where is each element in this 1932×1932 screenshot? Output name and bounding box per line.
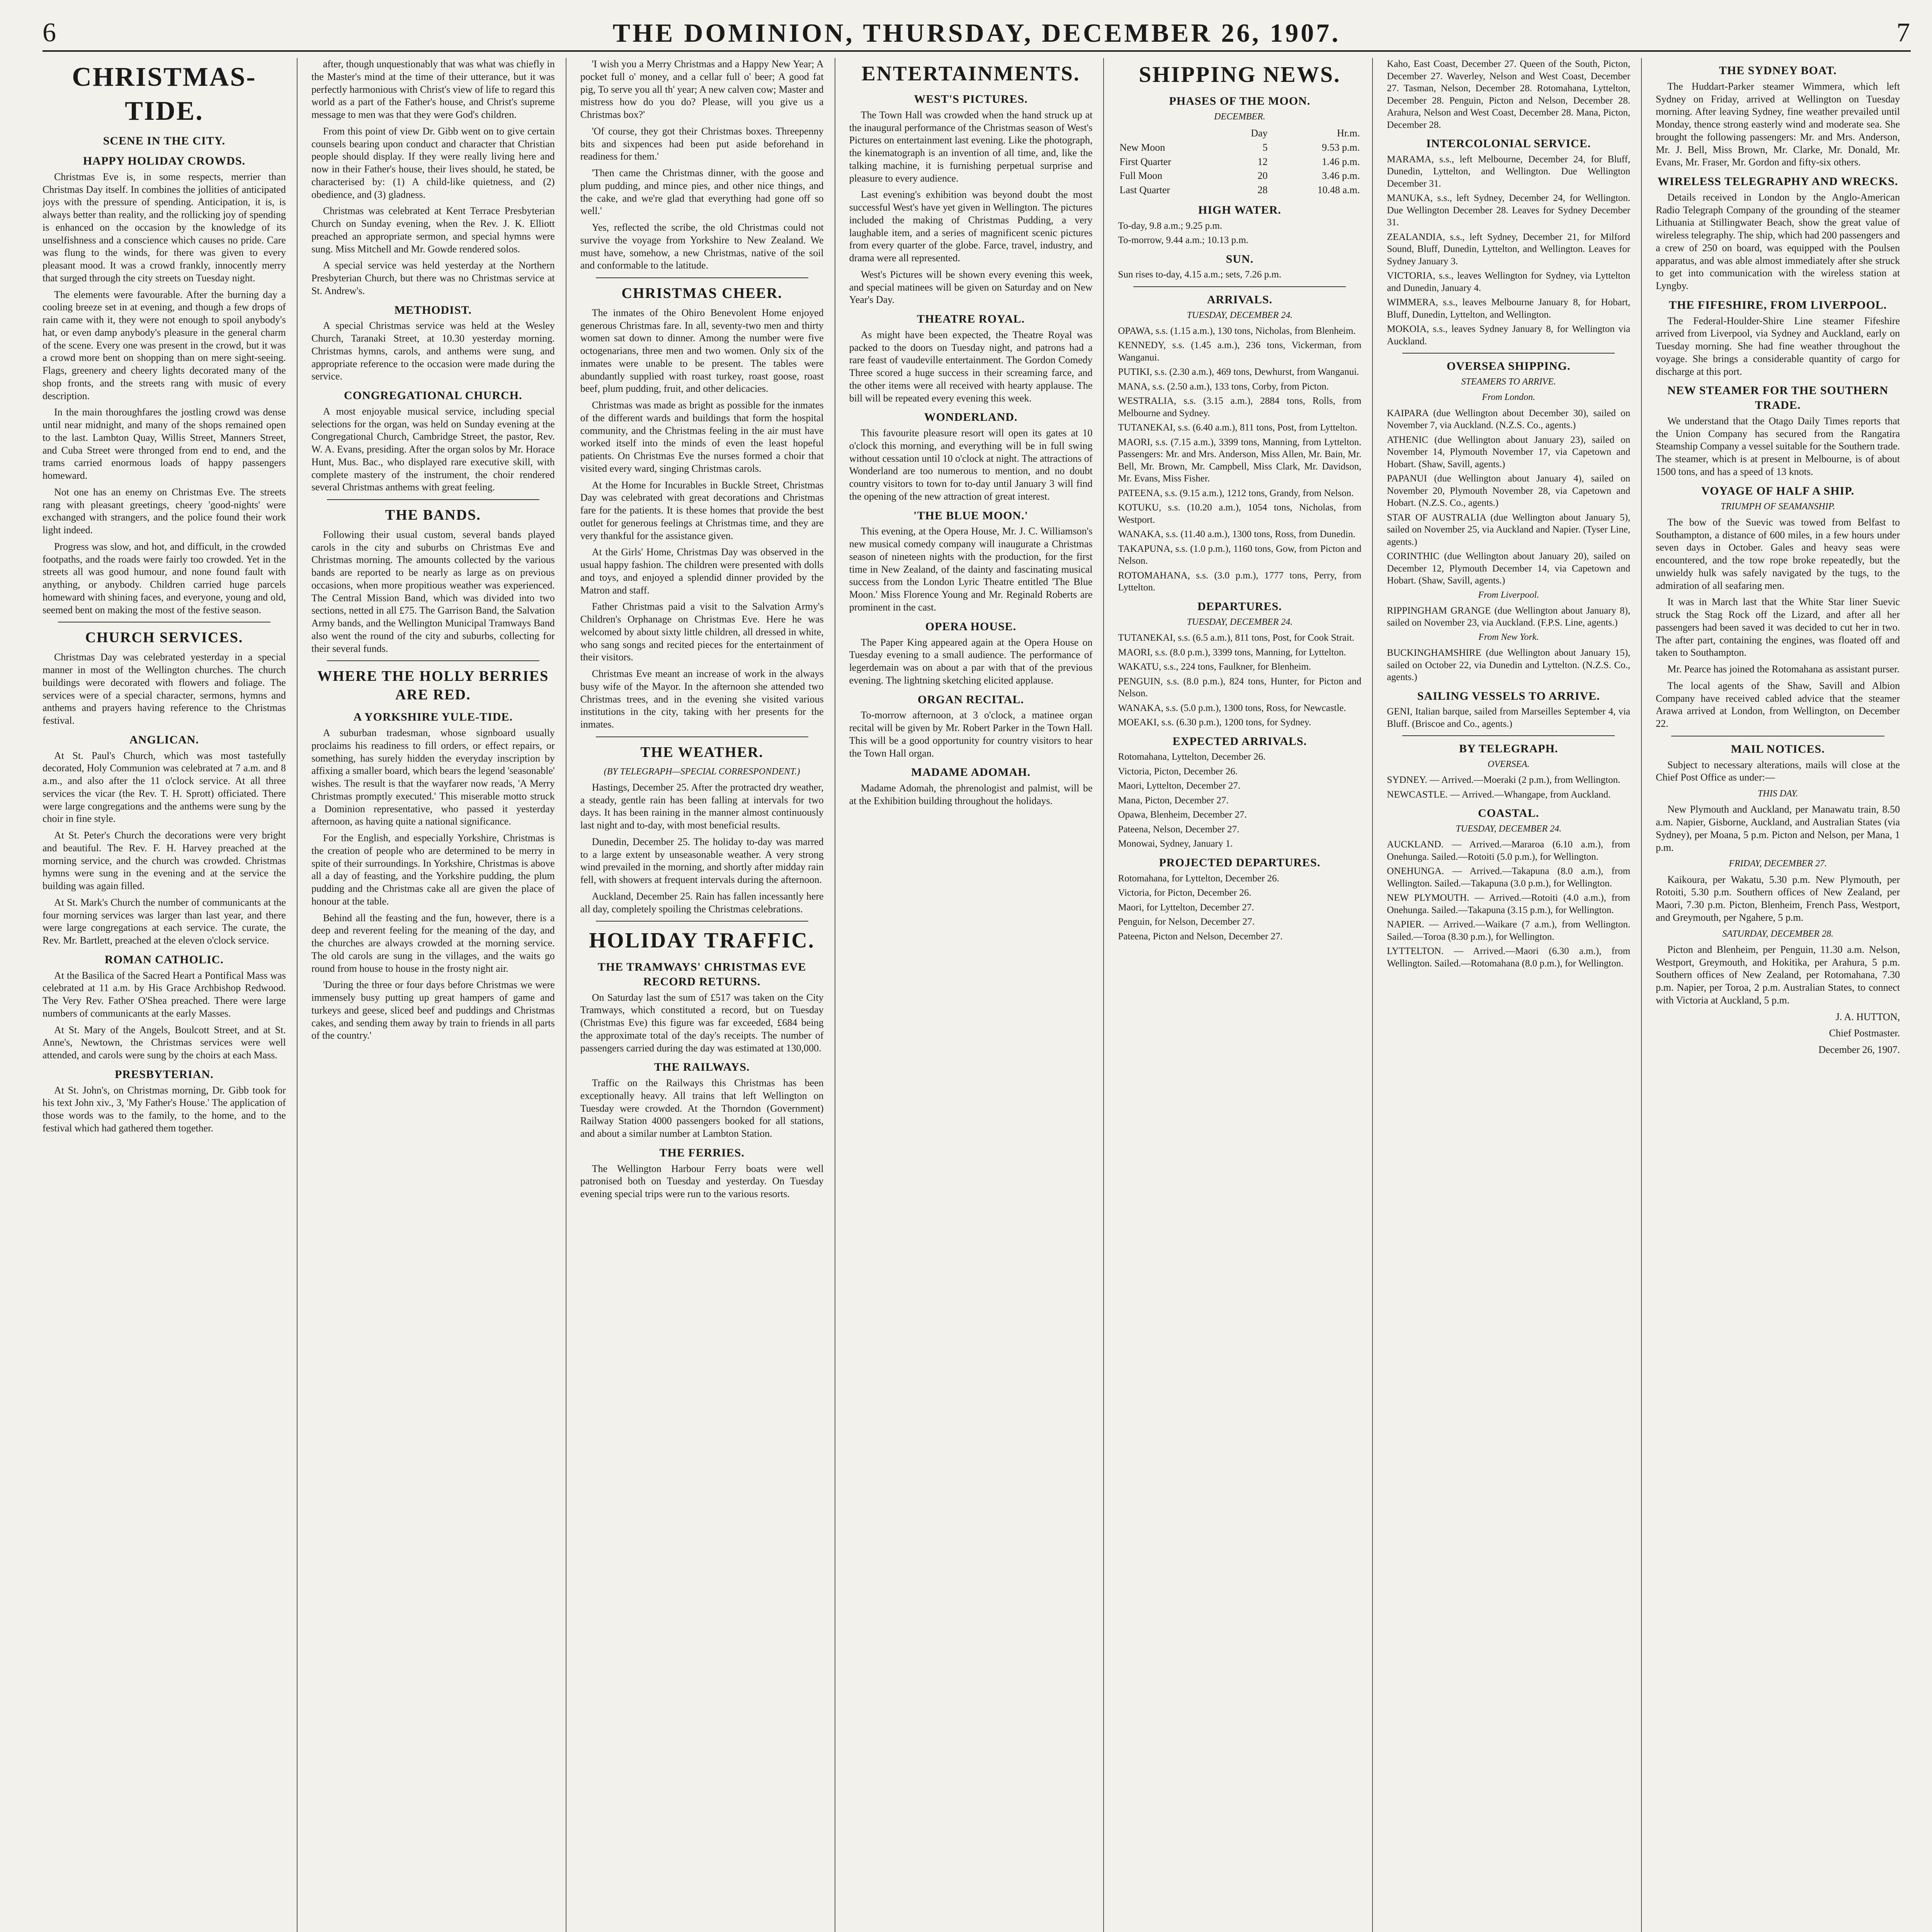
moon-day: 5 [1262,141,1268,153]
signature-date: December 26, 1907. [1818,1044,1900,1056]
list-item: PATEENA, s.s. (9.15 a.m.), 1212 tons, Grandy, from Nelson. [1118,488,1354,498]
moon-phase: Full Moon [1119,170,1162,182]
divider [327,499,539,500]
article-paragraph: In the main thoroughfares the jostling crowd was dense until near midnight, and many of the shops remained open to the last. Lambton Quay, Willis Street, Manners Street, and Cuba Street were thronged from end to end, and the trams carried enormous loads of happy passengers homeward. [43,406,286,481]
column-header: Hr.m. [1337,128,1360,139]
divider [327,660,539,661]
subheading-coastal: COASTAL. [1478,807,1539,820]
article-paragraph: Not one has an enemy on Christmas Eve. The streets rang with pleasant greetings, cheery 'good-nights' were exchanged with strangers, and the police found their work light indeed. [43,486,286,536]
article-paragraph: Christmas Day was celebrated yesterday in a special manner in most of the Wellington churches. The church buildings were decorated with flowers and foliage. The services were of a special character, sermons, hymns and anthems and prayers having reference to the Christmas festival. [43,651,286,726]
subheading-intercolonial: INTERCOLONIAL SERVICE. [1426,137,1591,150]
oversea-label: OVERSEA. [1487,759,1530,770]
article-paragraph: The elements were favourable. After the burning day a cooling breeze set in at evening, and though a few drops of rain came with it, they were not enough to spoil anybody's hat, or even damp anybody's pleasure in the general charm of the scene. Every one was present in the crowd, but it was a crowd more bent on shopping than on mere sight-seeing. Flags, greenery and cheery lights decorated many of the shop fronts, and the streets rang with music of every description. [43,289,286,401]
table-row [1118,183,1361,197]
list-item: PAPANUI (due Wellington about January 4), sailed on November 20, Plymouth November 28, via Capetown and Hobart. (N.Z.S. Co., agents.) [1387,473,1631,509]
subheading-expected-arrivals: EXPECTED ARRIVALS. [1172,735,1307,748]
divider [596,277,808,278]
mail-day-heading: SATURDAY, DECEMBER 28. [1722,929,1833,939]
list-item: WANAKA, s.s. (5.0 p.m.), 1300 tons, Ross, for Newcastle. [1118,702,1346,713]
article-paragraph: The Wellington Harbour Ferry boats were well patronised both on Tuesday and yesterday. On Tuesday evening special trips were run to the various resorts. [580,1163,824,1200]
divider [1133,286,1346,287]
column-7 [1656,58,1911,1932]
subheading-church-services: CHURCH SERVICES. [85,629,243,646]
list-item: MOEAKI, s.s. (6.30 p.m.), 1200 tons, for Sydney. [1118,717,1311,728]
subheading-christmas-cheer: CHRISTMAS CHEER. [621,285,782,301]
list-item: OPAWA, s.s. (1.15 a.m.), 130 tons, Nicholas, from Blenheim. [1118,325,1356,336]
article-paragraph: The Paper King appeared again at the Opera House on Tuesday evening to a small audience. The performance of legerdemain was on about a par with that of the previous evening. The lightning sketching elicited applause. [849,636,1093,686]
list-item: Rotomahana, for Lyttelton, December 26. [1118,873,1279,884]
list-item: TUTANEKAI, s.s. (6.40 a.m.), 811 tons, Post, from Lyttelton. [1118,422,1357,433]
subheading-presbyterian: PRESBYTERIAN. [115,1068,214,1081]
list-item: RIPPINGHAM GRANGE (due Wellington about January 8), sailed on November 23, via Auckland. (F.P.S. Line, agents.) [1387,605,1631,628]
subheading-ferries: THE FERRIES. [659,1146,745,1159]
masthead [43,15,1911,52]
article-paragraph: Traffic on the Railways this Christmas has been exceptionally heavy. All trains that left Wellington on Tuesday were crowded. At the Thorndon (Government) Railway Station 4000 passengers booked for all stations, and about a similar number at Lambton Station. [580,1077,824,1139]
article-paragraph: Christmas Eve meant an increase of work in the always busy wife of the Mayor. In the afternoon she attended two Christmas trees, and in the evening she visited various institutions in the city, taking with her presents for the inmates. [580,668,824,730]
list-item: Penguin, for Nelson, December 27. [1118,917,1255,927]
columns [43,58,1911,1932]
subheading-tramways: THE TRAMWAYS' CHRISTMAS EVE RECORD RETURNS. [597,961,806,988]
list-item: Kaho, East Coast, December 27. Queen of the South, Picton, December 27. Waverley, Nelson and West Coast, December 27. Tasman, Nelson, December 28. Rotomahana, Lyttelton, December 28. Penguin, Picton and Nelson, December 28. Arahura, Nelson and West Coast, December 28. Mana, Picton, December 28. [1387,59,1631,130]
section-heading-christmas-tide: CHRISTMAS-TIDE. [72,62,257,126]
subheading-oversea-shipping: OVERSEA SHIPPING. [1447,360,1571,373]
list-item: NAPIER. — Arrived.—Waikare (7 a.m.), from Wellington. Sailed.—Toroa (8.30 p.m.), for Wellington. [1387,919,1631,942]
list-item: NEW PLYMOUTH. — Arrived.—Rotoiti (4.0 a.m.), from Onehunga. Sailed.—Takapuna (3.15 p.m.), for Wellington. [1387,893,1631,915]
arrivals-date: TUESDAY, DECEMBER 24. [1187,310,1293,320]
list-item: Mana, Picton, December 27. [1118,795,1229,806]
article-paragraph: New Plymouth and Auckland, per Manawatu train, 8.50 a.m. Napier, Gisborne, Auckland, and Australian States (via Sydney), per Moana, 5 p.m. Picton and Nelson, per Mana, 1 p.m. [1656,804,1900,853]
section-heading-entertainments: ENTERTAINMENTS. [861,62,1080,85]
article-paragraph: At St. Peter's Church the decorations were very bright and beautiful. The Rev. F. H. Harvey preached at the morning service, and the church was crowded. Christmas hymns were sung in the evening and at the service the building was again filled. [43,830,286,892]
steamers-to-arrive: STEAMERS TO ARRIVE. [1461,377,1556,387]
subheading-railways: THE RAILWAYS. [654,1061,750,1074]
list-item: MARAMA, s.s., left Melbourne, December 24, for Bluff, Dunedin, Lyttelton, and Wellington. Due Wellington December 31. [1387,154,1631,189]
divider [1402,735,1615,736]
subheading-moon-phases: PHASES OF THE MOON. [1169,95,1311,108]
article-paragraph: A most enjoyable musical service, including special selections for the organ, was held on Sunday evening at the Congregational Church, Cambridge Street, the pastor, Rev. W. A. Evans, presiding. After the organ solos by Mr. Horace Hunt, Mus. Bac., who displayed rare executive skill, with complete mastery of the instrument, the choir rendered several Christmas anthems with great feeling. [311,405,555,493]
list-item: Victoria, Picton, December 26. [1118,766,1238,777]
list-item: Victoria, for Picton, December 26. [1118,888,1252,898]
list-item: Pateena, Nelson, December 27. [1118,824,1240,835]
list-item: KENNEDY, s.s. (1.45 a.m.), 236 tons, Vickerman, from Wanganui. [1118,340,1362,363]
subheading-congregational: CONGREGATIONAL CHURCH. [344,389,522,402]
article-paragraph: after, though unquestionably that was what was chiefly in the Master's mind at the time of their utterance, but it was perfectly harmonious with Christ's view of life to regard this world as a part of the Father's house, and Christ's supreme message to men was that they were God's children. [311,58,555,120]
list-item: STAR OF AUSTRALIA (due Wellington about January 5), sailed on November 25, via Auckland and Napier. (Tyser Line, agents.) [1387,512,1631,547]
list-item: SYDNEY. — Arrived.—Moeraki (2 p.m.), from Wellington. [1387,775,1621,786]
article-paragraph: Progress was slow, and hot, and difficult, in the crowded footpaths, and the roads were fairly too crowded. Yet in the streets all was good humour, and none found fault with anything, or anybody. Children carried huge parcels homeward with shining faces, and everyone, young and old, seemed bent on making the most of the festive season. [43,541,286,616]
from-london: From London. [1482,392,1536,403]
list-item: Pateena, Picton and Nelson, December 27. [1118,931,1283,942]
article-paragraph: Christmas was made as bright as possible for the inmates of the different wards and buildings that form the hospital community, and the Christmas feeling in the air must have worked itself into the minds of even the least hopeful patients. On Christmas Eve the nurses formed a choir that visited every ward, singing Christmas carols. [580,400,824,474]
column-3 [580,58,835,1932]
list-item: Monowai, Sydney, January 1. [1118,838,1233,849]
subheading-happy-holiday-crowds: HAPPY HOLIDAY CROWDS. [83,155,246,168]
article-paragraph: West's Pictures will be shown every evening this week, and special matinees will be given on Saturday and on New Year's Day. [849,269,1093,306]
triumph-of-seamanship: TRIUMPH OF SEAMANSHIP. [1720,501,1835,512]
list-item: VICTORIA, s.s., leaves Wellington for Sydney, via Lyttelton and Dunedin, January 4. [1387,270,1631,293]
list-item: TUTANEKAI, s.s. (6.5 a.m.), 811 tons, Post, for Cook Strait. [1118,633,1355,643]
article-paragraph: Mr. Pearce has joined the Rotomahana as assistant purser. [1667,663,1900,675]
subheading-mail-notices: MAIL NOTICES. [1731,742,1825,755]
subheading-wonderland: WONDERLAND. [924,411,1018,424]
article-paragraph: At St. Mark's Church the number of communicants at the four morning services was larger than last year, and there were large congregations at each service. The curate, the Rev. Mr. Bartlett, preached at the eleven o'clock service. [43,896,286,946]
article-paragraph: At St. John's, on Christmas morning, Dr. Gibb took for his text John xiv., 3, 'My Father's House.' The application of those words was to the family, to the home, and to the festival which had gathered them together. [43,1084,286,1134]
subheading-opera-house: OPERA HOUSE. [925,620,1017,633]
departures-date: TUESDAY, DECEMBER 24. [1187,617,1293,627]
article-paragraph: At St. Paul's Church, which was most tastefully decorated, Holy Communion was celebrated at 7 a.m. and 8 a.m., and also after the 11 o'clock service. At all three services the vicar (the Rev. T. H. Sprott) officiated. There were large congregations and the anthems were sung by the choir in fine style. [43,750,286,825]
subheading-wireless: WIRELESS TELEGRAPHY AND WRECKS. [1657,175,1898,188]
article-paragraph: 'During the three or four days before Christmas we were immensely busy putting up great hampers of game and turkeys and geese, sliced beef and puddings and Christmas cakes, and sending them away by train to friends in all parts of the country.' [311,979,555,1041]
article-paragraph: On Saturday last the sum of £517 was taken on the City Tramways, which constituted a record, but on Tuesday (Christmas Eve) this figure was far exceeded, £684 being the approximate total of the day's receipts. The number of passengers carried during the day was estimated at 130,000. [580,992,824,1054]
section-heading-shipping-news: SHIPPING NEWS. [1139,62,1341,87]
moon-time: 1.46 p.m. [1322,156,1360,167]
column-4 [849,58,1104,1932]
article-paragraph: It was in March last that the White Star liner Suevic struck the Stag Rock off the Lizard, and after all her passengers had been saved it was decided to cut her in two. The after part, containing the engines, was floated off and taken to Southampton. [1656,596,1900,658]
article-paragraph: 'Then came the Christmas dinner, with the goose and plum pudding, and mince pies, and other nice things, and the cake, and we're glad that everything had gone off so well.' [580,167,824,217]
article-paragraph: From this point of view Dr. Gibb went on to give certain counsels bearing upon conduct and character that Christian people should display. If they were really living here and now in their Father's house, their lives should, he stated, be characterised by: (1) A child-like quietness, and (2) obedience, and (3) gladness. [311,125,555,200]
article-paragraph: Behind all the feasting and the fun, however, there is a deep and reverent feeling for the meaning of the day, and the churches are always crowded at the morning service. The old carols are sung in the villages, and the waits go round from house to house in the frosty night air. [311,912,555,974]
list-item: NEWCASTLE. — Arrived.—Whangape, from Auckland. [1387,789,1611,800]
moon-phase: New Moon [1119,141,1165,153]
list-item: CORINTHIC (due Wellington about January 20), sailed on December 12, Plymouth December 14, via Capetown and Hobart. (Shaw, Savill, agents.) [1387,551,1631,586]
moon-month: DECEMBER. [1214,111,1265,122]
list-item: KOTUKU, s.s. (10.20 a.m.), 1054 tons, Nicholas, from Westport. [1118,502,1362,525]
list-item: TAKAPUNA, s.s. (1.0 p.m.), 1160 tons, Gow, from Picton and Nelson. [1118,543,1362,566]
article-paragraph: To-morrow afternoon, at 3 o'clock, a matinee organ recital will be given by Mr. Robert Parker in the Town Hall. This will be a good opportunity for country visitors to hear the Town Hall organ. [849,709,1093,759]
subheading-fifeshire: THE FIFESHIRE, FROM LIVERPOOL. [1668,298,1887,311]
signature-title: Chief Postmaster. [1829,1027,1900,1039]
table-row [1118,155,1361,169]
list-item: MANUKA, s.s., left Sydney, December 24, for Wellington. Due Wellington December 28. Leaves for Sydney December 31. [1387,193,1631,228]
mail-day-heading: FRIDAY, DECEMBER 27. [1729,859,1827,869]
article-paragraph: At the Basilica of the Sacred Heart a Pontifical Mass was celebrated at 11 a.m. by His Grace Archbishop Redwood. The Very Rev. Father O'Shea preached. There were large numbers of communicants at the early Masses. [43,969,286,1019]
subheading-projected-departures: PROJECTED DEPARTURES. [1159,856,1321,869]
subheading-voyage-half-ship: VOYAGE OF HALF A SHIP. [1701,484,1855,497]
column-5 [1118,58,1373,1932]
subheading-wests-pictures: WEST'S PICTURES. [914,93,1028,106]
article-paragraph: 'I wish you a Merry Christmas and a Happy New Year; A pocket full o' money, and a cellar full o' beer; A good fat pig, To serve you all th' year; A new calven cow; Master and mistress how do you do? Please, will you give us a Christmas box?' [580,58,824,120]
list-item: ONEHUNGA. — Arrived.—Takapuna (8.0 a.m.), from Wellington. Sailed.—Takapuna (3.0 p.m.), for Wellington. [1387,866,1631,889]
article-paragraph: Yes, reflected the scribe, the old Christmas could not survive the voyage from Yorkshire to New Zealand. We must have, somehow, a new Christmas, native of the soil and conformable to the latitude. [580,222,824,271]
list-item: MANA, s.s. (2.50 a.m.), 133 tons, Corby, from Picton. [1118,381,1329,392]
list-item: LYTTELTON. — Arrived.—Maori (6.30 a.m.), from Wellington. Sailed.—Rotomahana (8.0 p.m.), for Wellington. [1387,946,1631,969]
subheading-arrivals: ARRIVALS. [1207,293,1273,306]
moon-time: 9.53 p.m. [1322,141,1360,153]
table-row [1118,169,1361,183]
article-paragraph: Dunedin, December 25. The holiday to-day was marred to a large extent by unseasonable weather. A very strong wind prevailed in the morning, and shortly after midday rain fell, with showers at frequent intervals during the afternoon. [580,836,824,886]
moon-time: 10.48 a.m. [1317,184,1360,196]
weather-byline: (BY TELEGRAPH—SPECIAL CORRESPONDENT.) [604,766,800,777]
subheading-sun: SUN. [1226,252,1254,265]
high-water-line: To-morrow, 9.44 a.m.; 10.13 p.m. [1118,235,1248,246]
list-item: WANAKA, s.s. (11.40 a.m.), 1300 tons, Ross, from Dunedin. [1118,529,1355,540]
moon-phase-table [1118,126,1361,197]
article-paragraph: Following their usual custom, several bands played carols in the city and suburbs on Christmas Eve and Christmas morning. The amounts collected by the various bands are reported to be nearly as large as on previous occasions, when more propitious weather was experienced. The Central Mission Band, which was divided into two sections, netted in all £75. The Garrison Band, the Salvation Army bands, and the Wellington Municipal Tramways Band also went the round of the city and suburbs, collecting for their several funds. [311,529,555,654]
article-paragraph: At the Girls' Home, Christmas Day was observed in the usual happy fashion. The children were presented with dolls and toys, and enjoyed a splendid dinner provided by the Matron and staff. [580,546,824,596]
moon-phase: Last Quarter [1119,184,1170,196]
article-paragraph: This evening, at the Opera House, Mr. J. C. Williamson's new musical comedy company will inaugurate a Christmas season of nineteen nights with the production, for the first time in New Zealand, of the dainty and fascinating musical success from the London Lyric Theatre entitled 'The Blue Moon.' Miss Florence Young and Mr. Reginald Roberts are prominent in the cast. [849,526,1093,613]
table-header-row [1118,126,1361,141]
from-liverpool: From Liverpool. [1478,590,1539,600]
masthead-title: THE DOMINION, THURSDAY, DECEMBER 26, 1907. [612,18,1341,48]
article-paragraph: The Town Hall was crowded when the hand struck up at the inaugural performance of the Christmas season of West's Pictures on entertainment last evening. Like the photograph, the kinematograph is an invention of all time, and, like the talking machine, it is furnishing perpetual surprise and pleasure to every audience. [849,109,1093,184]
list-item: MAORI, s.s. (8.0 p.m.), 3399 tons, Manning, for Lyttelton. [1118,647,1346,658]
article-paragraph: A special Christmas service was held at the Wesley Church, Taranaki Street, at 10.30 yesterday morning. Christmas hymns, carols, and anthems were sung, and appropriate reference to the occasion were made during the service. [311,320,555,382]
article-paragraph: This favourite pleasure resort will open its gates at 10 o'clock this morning, and everything will be in full swing without cessation until 10 o'clock at night. The attractions of Wonderland are too numerous to mention, and no doubt country visitors to town for to-day until January 3 will find the opening of the new attraction of great interest. [849,427,1093,502]
article-paragraph: At the Home for Incurables in Buckle Street, Christmas Day was celebrated with great decorations and Christmas fare for the patients. It is these homes that provide the best outlet for generous feelings at Christmas time, and they are very thankful for the assistance given. [580,479,824,541]
article-paragraph: The Huddart-Parker steamer Wimmera, which left Sydney on Friday, arrived at Wellington on Tuesday morning. After leaving Sydney, fine weather prevailed until Monday, thence strong easterly wind and moderate sea. She brought the following passengers: Mr. and Mrs. Anderson, Mr. J. Bell, Miss Brown, Mr. Clarke, Mr. Donald, Mr. Evans, Mr. Fraser, Mr. Gordon and fifty-six others. [1656,80,1900,168]
list-item: ATHENIC (due Wellington about January 23), sailed on November 14, Plymouth November 17, via Capetown and Hobart. (Shaw, Savill, agents.) [1387,434,1631,469]
list-item: ZEALANDIA, s.s., left Sydney, December 21, for Milford Sound, Bluff, Dunedin, Lyttelton, and Wellington. Leaves for Sydney January 3. [1387,231,1631,267]
article-paragraph: The Federal-Houlder-Shire Line steamer Fifeshire arrived from Liverpool, via Sydney and Auckland, early on Tuesday morning. She had fine weather throughout the voyage. She brings a considerable quantity of cargo for discharge at this port. [1656,315,1900,377]
mail-day-heading: THIS DAY. [1757,789,1798,799]
article-paragraph: Hastings, December 25. After the protracted dry weather, a steady, gentle rain has been falling at intervals for two days. It has been raining in the manner almost continuously last night and to-day, with most beneficial results. [580,781,824,831]
subheading-methodist: METHODIST. [394,303,472,316]
list-item: Rotomahana, Lyttelton, December 26. [1118,752,1266,762]
column-1 [43,58,298,1932]
divider [1402,353,1615,354]
column-2 [311,58,566,1932]
article-paragraph: The inmates of the Ohiro Benevolent Home enjoyed generous Christmas fare. In all, seventy-two men and thirty women sat down to dinner. Among the number were five octogenarians, three men and two women. Only six of the inmates were unable to be present. The tables were abundantly supplied with roast turkey, roast goose, roast beef, plum pudding, fruit, and other delicacies. [580,307,824,395]
list-item: Opawa, Blenheim, December 27. [1118,810,1247,820]
list-item: WAKATU, s.s., 224 tons, Faulkner, for Blenheim. [1118,662,1311,672]
sun-line: Sun rises to-day, 4.15 a.m.; sets, 7.26 p.m. [1118,269,1282,280]
moon-phase: First Quarter [1119,156,1172,167]
moon-day: 12 [1257,156,1268,167]
article-paragraph: Picton and Blenheim, per Penguin, 11.30 a.m. Nelson, Westport, Greymouth, and Hokitika, per Arahura, 5 p.m. Southern offices of New Zealand, per Rotomahana, 7.30 p.m. Napier, per Toroa, 2 p.m. Australian States, to connect with Victoria at Auckland, 5 p.m. [1656,944,1900,1006]
list-item: Maori, for Lyttelton, December 27. [1118,902,1254,913]
article-paragraph: Father Christmas paid a visit to the Salvation Army's Children's Orphanage on Christmas Eve. Here he was welcomed by about sixty little children, all dressed in white, who sang songs and recited pieces for the entertainment of their visitors. [580,601,824,663]
article-paragraph: A special service was held yesterday at the Northern Presbyterian Church, but there was no Christmas service at St. Andrew's. [311,260,555,296]
subheading-departures: DEPARTURES. [1197,600,1282,613]
article-paragraph: Subject to necessary alterations, mails will close at the Chief Post Office as under:— [1656,759,1900,783]
list-item: GENI, Italian barque, sailed from Marseilles September 4, via Bluff. (Briscoe and Co., agents.) [1387,706,1631,729]
article-paragraph: At St. Mary of the Angels, Boulcott Street, and at St. Anne's, Newtown, the Christmas services were well attended, and carols were sung by the choirs at each Mass. [43,1024,286,1061]
subheading-the-bands: THE BANDS. [385,507,481,524]
moon-day: 20 [1257,170,1268,182]
subheading-madame-adomah: MADAME ADOMAH. [911,766,1031,779]
divider [596,921,808,922]
article-paragraph: Auckland, December 25. Rain has fallen incessantly here all day, completely spoiling the Christmas celebrations. [580,890,824,915]
signature-name: J. A. HUTTON, [1835,1011,1900,1022]
subheading-yorkshire-yuletide: A YORKSHIRE YULE-TIDE. [353,711,513,724]
article-paragraph: We understand that the Otago Daily Times reports that the Union Company has secured from the Rangatira Steamship Company a vessel suitable for the Southern trade. The steamer, which is at present in Melbourne, is of about 1500 tons, and has a speed of 13 knots. [1656,415,1900,477]
article-paragraph: Kaikoura, per Wakatu, 5.30 p.m. New Plymouth, per Rotoiti, 5.30 p.m. Southern offices of New Zealand, per Maori, 7.30 p.m. Picton, Blenheim, French Pass, Westport, and Greymouth, per Ngahere, 5 p.m. [1656,874,1900,923]
masthead-left-mark: 6 [43,18,57,48]
subheading-theatre-royal: THEATRE ROYAL. [917,313,1025,326]
moon-time: 3.46 p.m. [1322,170,1360,182]
list-item: WESTRALIA, s.s. (3.15 a.m.), 2884 tons, Rolls, from Melbourne and Sydney. [1118,396,1362,418]
article-paragraph: Madame Adomah, the phrenologist and palmist, will be at the Exhibition building throughout the holidays. [849,782,1093,806]
list-item: AUCKLAND. — Arrived.—Mararoa (6.10 a.m.), from Onehunga. Sailed.—Rotoiti (5.0 p.m.), for Wellington. [1387,839,1631,862]
column-header: Day [1251,128,1268,139]
list-item: WIMMERA, s.s., leaves Melbourne January 8, for Hobart, Bluff, Dunedin, Lyttelton, and Wellington. [1387,297,1631,320]
article-paragraph: For the English, and especially Yorkshire, Christmas is the creation of people who are determined to be merry in spite of their surroundings. In Yorkshire, Christmas is above all a day of feasting, and the Yorkshire pudding, the plum pudding and the Christmas cake all are given the place of honour at the table. [311,832,555,907]
coastal-date: TUESDAY, DECEMBER 24. [1456,824,1562,834]
article-paragraph: Details received in London by the Anglo-American Radio Telegraph Company of the grounding of the steamer Lithuania at Stillingwater Beach, show the great value of wireless telegraphy. The ship, which had 200 passengers and a crew of 250 on board, was equipped with the Poulsen apparatus, and was able almost immediately after she struck to get into communication with the wireless station at Lyngby. [1656,191,1900,292]
list-item: MAORI, s.s. (7.15 a.m.), 3399 tons, Manning, from Lyttelton. Passengers: Mr. and Mrs. Anderson, Miss Allen, Mr. Bain, Mr. Bell, Mr. Brown, Mr. Campbell, Miss Clark, Mr. Davidson, Mr. Evans, Miss Fisher. [1118,437,1362,484]
article-paragraph: Christmas was celebrated at Kent Terrace Presbyterian Church on Sunday evening, when the Rev. J. K. Elliott preached an appropriate sermon, and special hymns were sung. Miss Mitchell and Mr. Gowde rendered solos. [311,205,555,255]
high-water-line: To-day, 9.8 a.m.; 9.25 p.m. [1118,220,1222,231]
from-new-york: From New York. [1478,632,1539,642]
table-row [1118,141,1361,155]
subheading-the-weather: THE WEATHER. [640,744,764,760]
article-paragraph: Christmas Eve is, in some respects, merrier than Christmas Day itself. In combines the jollities of anticipated joys with the pressure of spending. Anticipation, it is, is always better than reality, and the rollicking joy of spending is enhanced on the occasion by the knowledge of its unselfishness and a conscience which causes no pride. Care was flung to the winds, for there was given to every pleasant mood. It was a crowd frankly, innocently merry that surged through the city streets on Tuesday night. [43,171,286,284]
subheading-holly-berries: WHERE THE HOLLY BERRIES ARE RED. [317,668,549,703]
section-heading-holiday-traffic: HOLIDAY TRAFFIC. [589,929,815,953]
subheading-high-water: HIGH WATER. [1198,203,1281,216]
article-paragraph: A suburban tradesman, whose signboard usually proclaims his readiness to fill orders, or effect repairs, or something, has surely hidden the everyday inscription by affixing a smaller board, which bears the legend 'seasonable' wishes. The result is that the wayfarer now reads, 'A Merry Christmas promptly executed.' This miserable motto struck a Dominion representative, who passed it yesterday afternoon, as having quite a national significance. [311,727,555,827]
divider [596,736,808,737]
column-6 [1387,58,1642,1932]
subheading-by-telegraph: BY TELEGRAPH. [1459,742,1558,755]
subheading-sydney-boat: THE SYDNEY BOAT. [1719,64,1837,77]
article-paragraph: 'Of course, they got their Christmas boxes. Threepenny bits and sixpences had been put aside beforehand in readiness for them.' [580,125,824,162]
subheading-new-steamer: NEW STEAMER FOR THE SOUTHERN TRADE. [1667,384,1889,412]
article-paragraph: As might have been expected, the Theatre Royal was packed to the doors on Tuesday night, and patrons had a rare feast of vaudeville entertainment. The Gordon Comedy Three scored a huge success in their screaming farce, and the other items were all received with hearty applause. The bill will be repeated every evening this week. [849,329,1093,404]
list-item: PENGUIN, s.s. (8.0 p.m.), 824 tons, Hunter, for Picton and Nelson. [1118,676,1362,699]
article-paragraph: The local agents of the Shaw, Savill and Albion Company have received cabled advice that the steamer Arawa arrived at London, from Wellington, on December 22. [1656,680,1900,730]
list-item: Maori, Lyttelton, December 27. [1118,781,1240,791]
subheading-sailing-vessels: SAILING VESSELS TO ARRIVE. [1417,689,1600,702]
list-item: BUCKINGHAMSHIRE (due Wellington about January 15), sailed on October 22, via Dunedin and Lyttelton. (N.Z.S. Co., agents.) [1387,648,1631,683]
subheading-blue-moon: 'THE BLUE MOON.' [913,509,1028,522]
article-paragraph: Last evening's exhibition was beyond doubt the most successful West's have yet given in Wellington. The pictures included the making of Christmas Pudding, a very laughable item, and a series of magnificent scenic pictures from every quarter of the globe. Farce, travel, industry, and drama were all represented. [849,189,1093,264]
list-item: KAIPARA (due Wellington about December 30), sailed on November 7, via Auckland. (N.Z.S. Co., agents.) [1387,408,1631,431]
list-item: MOKOIA, s.s., leaves Sydney January 8, for Wellington via Auckland. [1387,324,1631,347]
subheading-organ-recital: ORGAN RECITAL. [917,693,1024,706]
page-number: 7 [1896,18,1911,48]
list-item: PUTIKI, s.s. (2.30 a.m.), 469 tons, Dewhurst, from Wanganui. [1118,367,1359,378]
subheading-scene-in-city: SCENE IN THE CITY. [103,134,226,148]
subheading-anglican: ANGLICAN. [129,733,199,746]
article-paragraph: The bow of the Suevic was towed from Belfast to Southampton, a distance of 600 miles, in a few hours under seven days in October. Gales and heavy seas were encountered, and the tow rope broke repeatedly, but the unwieldy hulk was safely navigated by the tugs, to the admiration of all seafaring men. [1656,516,1900,591]
list-item: ROTOMAHANA, s.s. (3.0 p.m.), 1777 tons, Perry, from Lyttelton. [1118,570,1362,593]
moon-day: 28 [1257,184,1268,196]
subheading-roman-catholic: ROMAN CATHOLIC. [105,953,224,966]
